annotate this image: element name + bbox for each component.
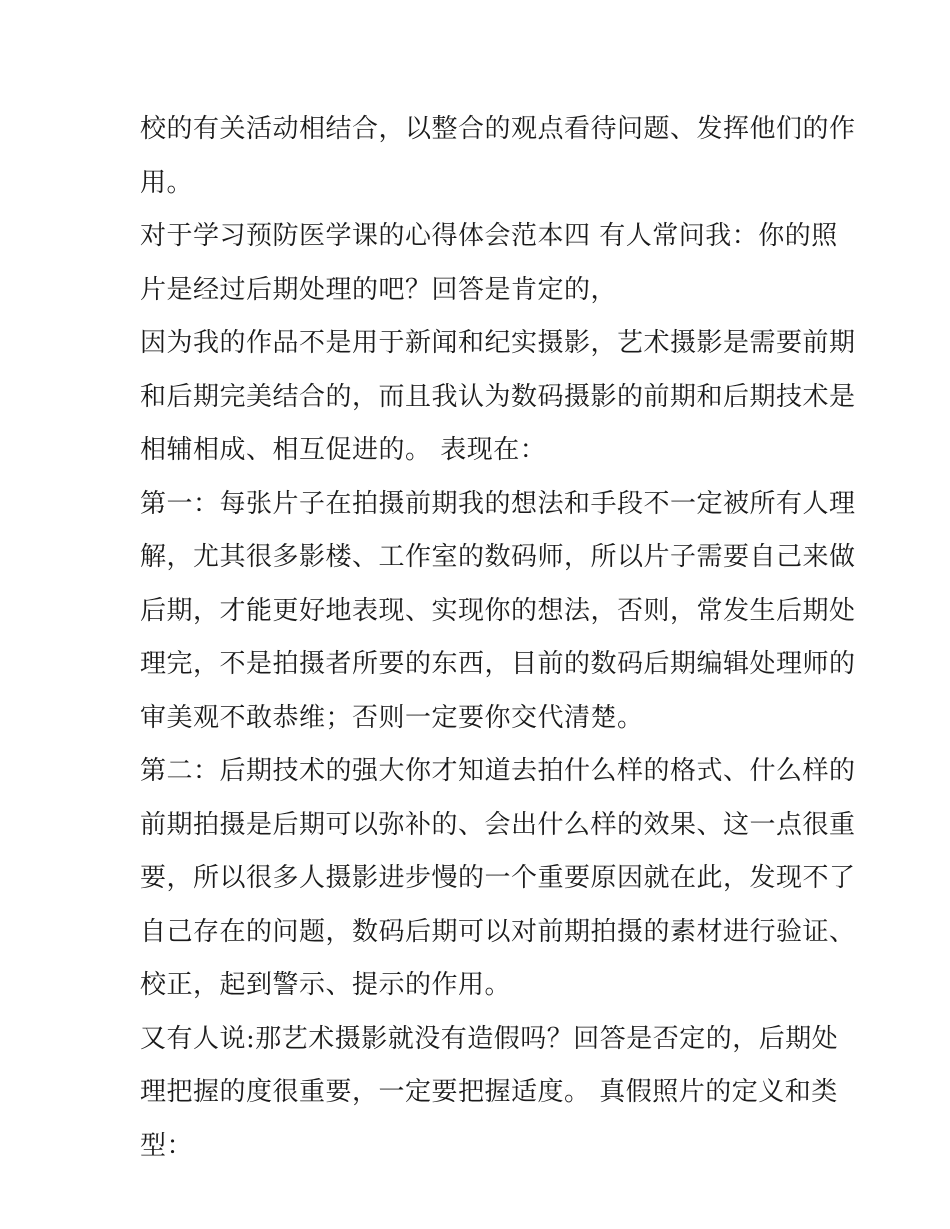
text-line: 片是经过后期处理的吧？回答是肯定的，	[140, 274, 618, 305]
text-line: 审美观不敢恭维；否则一定要你交代清楚。	[140, 702, 644, 733]
text-line: 后期，才能更好地表现、实现你的想法，否则，常发生后期处	[140, 595, 856, 626]
body-text	[140, 103, 856, 1173]
text-line: 校正，起到警示、提示的作用。	[140, 970, 512, 1000]
text-line: 用。	[140, 167, 194, 198]
text-line: 因为我的作品不是用于新闻和纪实摄影，艺术摄影是需要前期	[140, 328, 856, 358]
text-line: 型：	[140, 1130, 194, 1161]
text-line: 校的有关活动相结合，以整合的观点看待问题、发挥他们的作	[140, 114, 856, 144]
text-line: 第二：后期技术的强大你才知道去拍什么样的格式、什么样的	[140, 756, 856, 786]
text-line: 对于学习预防医学课的心得体会范本四 有人常问我：你的照	[140, 221, 838, 251]
text-line: 理把握的度很重要，一定要把握适度。 真假照片的定义和类	[140, 1077, 838, 1107]
text-line: 又有人说:那艺术摄影就没有造假吗？回答是否定的，后期处	[140, 1023, 839, 1054]
text-line: 自己存在的问题，数码后期可以对前期拍摄的素材进行验证、	[140, 916, 856, 947]
text-line: 和后期完美结合的，而且我认为数码摄影的前期和后期技术是	[140, 381, 856, 412]
text-line: 前期拍摄是后期可以弥补的、会出什么样的效果、这一点很重	[140, 809, 856, 840]
text-line: 相辅相成、相互促进的。 表现在：	[140, 435, 547, 465]
text-line: 理完，不是拍摄者所要的东西，目前的数码后期编辑处理师的	[140, 649, 856, 679]
text-line: 要，所以很多人摄影进步慢的一个重要原因就在此，发现不了	[140, 863, 856, 893]
text-line: 解，尤其很多影楼、工作室的数码师，所以片子需要自己来做	[140, 542, 856, 572]
text-line: 第一：每张片子在拍摄前期我的想法和手段不一定被所有人理	[140, 488, 856, 519]
